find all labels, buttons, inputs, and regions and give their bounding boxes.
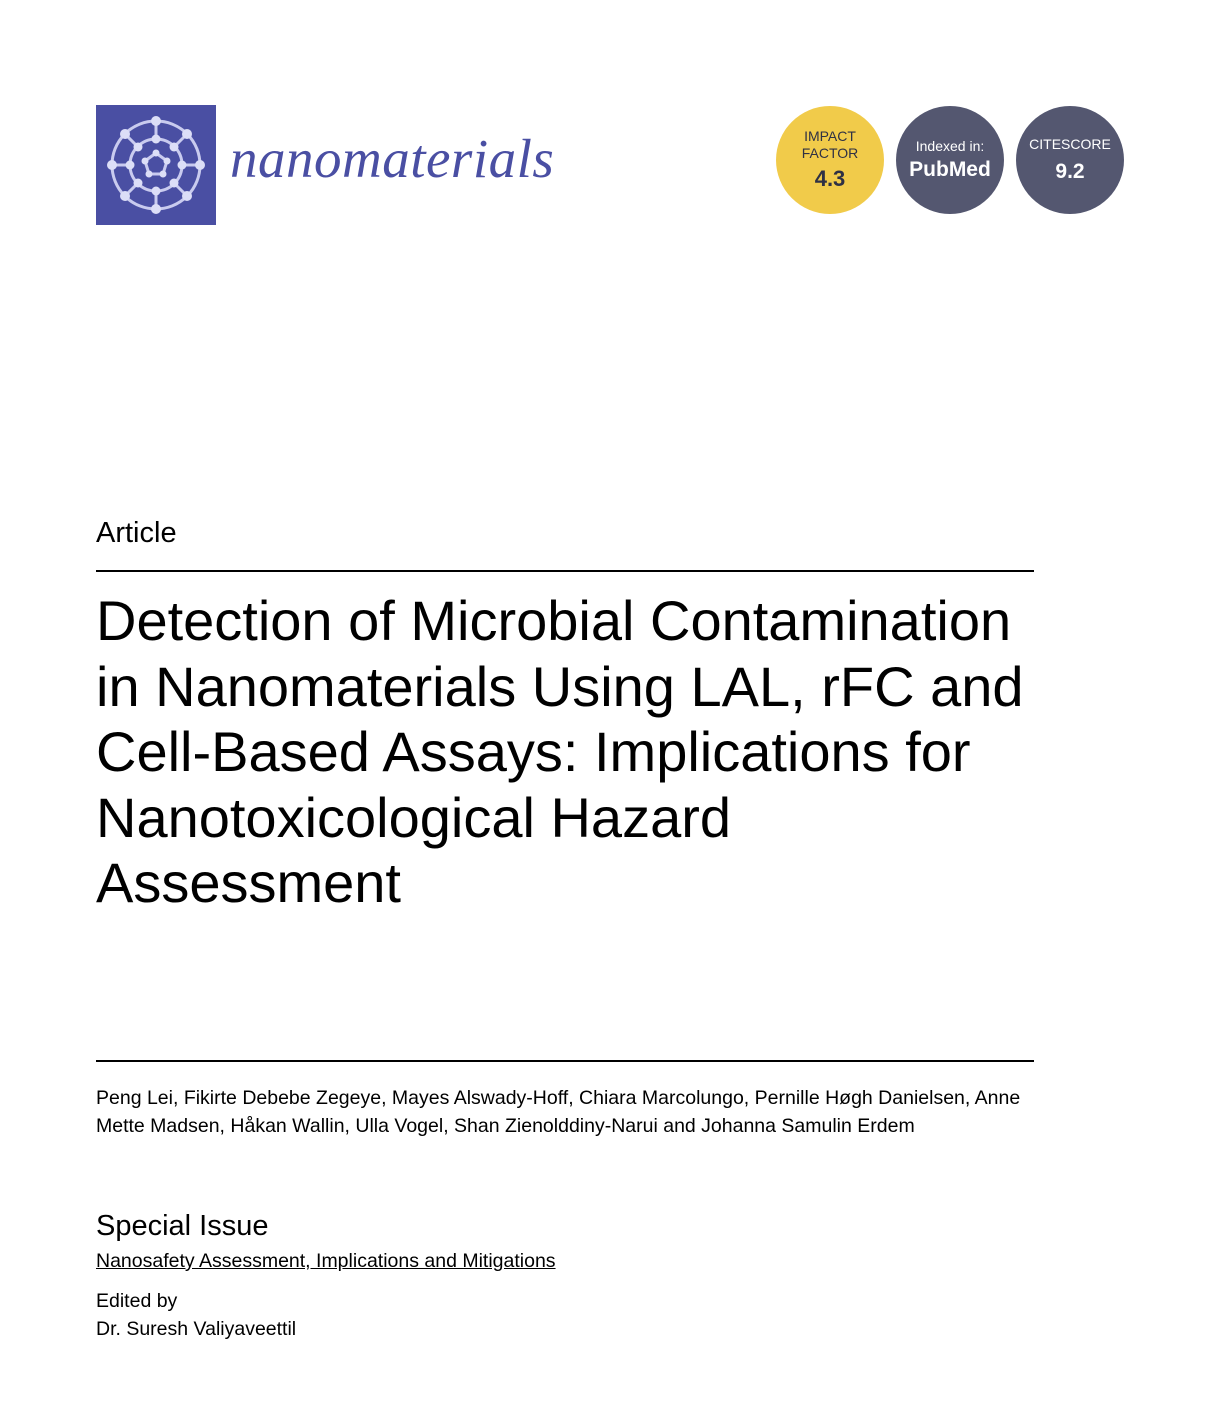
author-list: Peng Lei, Fikirte Debebe Zegeye, Mayes Alswady-Hoff, Chiara Marcolungo, Pernille Høgh Danielsen, Anne Mette Madsen, Håkan Wallin, Ulla Vogel, Shan Zienolddiny-Narui and Johanna Samulin Erdem [96,1087,1021,1137]
editor-name: Dr. Suresh Valiyaveettil [96,1318,297,1340]
title-divider-bottom [96,1060,1034,1062]
special-issue-link[interactable]: Nanosafety Assessment, Implications and Mitigations [96,1250,556,1272]
fullerene-molecule-logo-icon [96,105,216,225]
journal-name: nanomaterials [230,128,555,189]
impact-factor-label: IMPACT FACTOR [801,128,859,161]
edited-by-label: Edited by [96,1290,178,1312]
special-issue-heading: Special Issue [96,1210,269,1242]
article-title: Detection of Microbial Contamination in Nanomaterials Using LAL, rFC and Cell-Based Assays: Implications for Nanotoxicological Hazard Assessment [96,589,1024,914]
journal-logo [96,105,216,225]
citescore-label: CITESCORE [1029,135,1111,152]
indexed-value: PubMed [909,157,991,181]
title-divider-top [96,570,1034,572]
citescore-badge[interactable] [1016,106,1124,214]
article-type: Article [96,517,177,549]
impact-factor-badge[interactable] [776,106,884,214]
impact-factor-value: 4.3 [814,166,846,191]
citescore-value: 9.2 [1055,159,1085,183]
pubmed-badge[interactable] [896,106,1004,214]
indexed-label: Indexed in: [915,137,985,154]
